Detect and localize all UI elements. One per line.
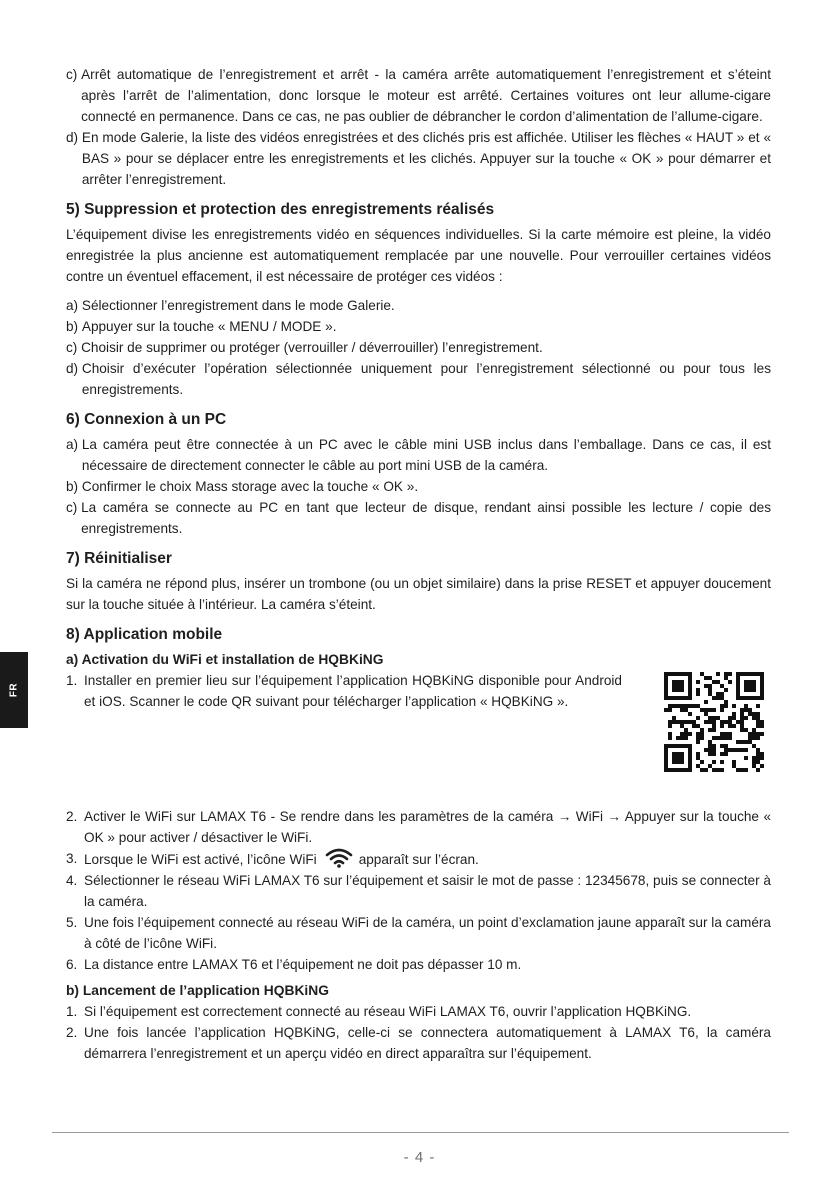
page-content bbox=[66, 64, 771, 1064]
section-5-title: 5) Suppression et protection des enregistrements réalisés bbox=[66, 201, 495, 218]
qr-code bbox=[664, 672, 764, 778]
section-7-title: 7) Réinitialiser bbox=[66, 550, 172, 567]
list-item-8b-2: 2. Une fois lancée l’application HQBKiNG, celle-ci se connectera automatiquement à LAMAX T6, la caméra démarrera l’enregistrement et un aperçu vidéo en direct apparaîtra sur l’équipement. bbox=[66, 1025, 771, 1061]
list-item-8a-4: 4. Sélectionner le réseau WiFi LAMAX T6 sur l’équipement et saisir le mot de passe : 12345678, puis se connecter à la caméra. bbox=[66, 873, 771, 909]
section-7-paragraph: Si la caméra ne répond plus, insérer un trombone (ou un objet similaire) dans la prise RESET et appuyer doucement sur la touche située à l’intérieur. La caméra s’éteint. bbox=[66, 576, 771, 612]
section-8a-subtitle: a) Activation du WiFi et installation de HQBKiNG bbox=[66, 652, 384, 667]
list-item-8a-5: 5. Une fois l’équipement connecté au réseau WiFi de la caméra, un point d’exclamation jaune apparaît sur la caméra à côté de l’icône WiFi. bbox=[66, 915, 771, 951]
section-8-title: 8) Application mobile bbox=[66, 626, 223, 643]
section-5-paragraph: L’équipement divise les enregistrements vidéo en séquences individuelles. Si la carte mémoire est pleine, la vidéo enregistrée la plus ancienne est automatiquement remplacée par une nouvelle. Pour verrouiller certaines vidéos contre un éventuel effacement, il est nécessaire de protéger ces vidéos : bbox=[66, 227, 771, 284]
list-item-intro-c: c) Arrêt automatique de l’enregistrement et arrêt - la caméra arrête automatiquement l’enregistrement et s’éteint après l’arrêt de l’alimentation, donc lorsque le moteur est arrêté. Certaines voitures ont leur allume-cigare connecté en permanence. Dans ce cas, ne pas oublier de débrancher le cordon d’alimentation de l’allume-cigare. bbox=[66, 67, 771, 124]
section-8b-subtitle: b) Lancement de l’application HQBKiNG bbox=[66, 983, 329, 998]
list-item-6c: c) La caméra se connecte au PC en tant que lecteur de disque, rendant ainsi possible les lecture / copie des enregistrements. bbox=[66, 500, 771, 536]
list-item-intro-d: d) En mode Galerie, la liste des vidéos enregistrées et des clichés pris est affichée. Utiliser les flèches « HAUT » et « BAS » pour se déplacer entre les enregistrements et les clichés. Appuyer sur la touche « OK » pour démarrer et arrêter l’enregistrement. bbox=[66, 130, 771, 187]
language-tab: FR bbox=[0, 652, 28, 728]
list-item-5d: d) Choisir d’exécuter l’opération sélectionnée uniquement pour l’enregistrement sélectionné ou pour tous les enregistrements. bbox=[66, 361, 771, 397]
page-number: - 4 - bbox=[403, 1149, 436, 1166]
qr-row bbox=[66, 670, 771, 778]
list-item-5c: c) Choisir de supprimer ou protéger (verrouiller / déverrouiller) l’enregistrement. bbox=[66, 340, 543, 355]
list-item-8a-3: 3. Lorsque le WiFi est activé, l’icône WiFi apparaît sur l’écran. bbox=[66, 848, 771, 870]
section-6-title: 6) Connexion à un PC bbox=[66, 411, 227, 428]
list-item-5b: b) Appuyer sur la touche « MENU / MODE ». bbox=[66, 319, 337, 334]
list-item-8b-1: 1. Si l’équipement est correctement connecté au réseau WiFi LAMAX T6, ouvrir l’application HQBKiNG. bbox=[66, 1004, 692, 1019]
wifi-icon bbox=[325, 848, 353, 868]
list-item-8a-1: 1. Installer en premier lieu sur l’équipement l’application HQBKiNG disponible pour Android et iOS. Scanner le code QR suivant pour télécharger l’application « HQBKiNG ». bbox=[66, 673, 622, 709]
list-item-8a-6: 6. La distance entre LAMAX T6 et l’équipement ne doit pas dépasser 10 m. bbox=[66, 957, 522, 972]
qr-code-icon bbox=[664, 672, 764, 772]
list-item-5a: a) Sélectionner l’enregistrement dans le mode Galerie. bbox=[66, 298, 395, 313]
list-item-8a-2: 2. Activer le WiFi sur LAMAX T6 - Se rendre dans les paramètres de la caméra → WiFi → Appuyer sur la touche « OK » pour activer / désactiver le WiFi. bbox=[66, 809, 771, 845]
footer-divider bbox=[52, 1132, 789, 1133]
list-item-6a: a) La caméra peut être connectée à un PC avec le câble mini USB inclus dans l’emballage. Dans ce cas, il est nécessaire de directement connecter le câble au port mini USB de la caméra. bbox=[66, 437, 771, 473]
list-item-6b: b) Confirmer le choix Mass storage avec la touche « OK ». bbox=[66, 479, 419, 494]
